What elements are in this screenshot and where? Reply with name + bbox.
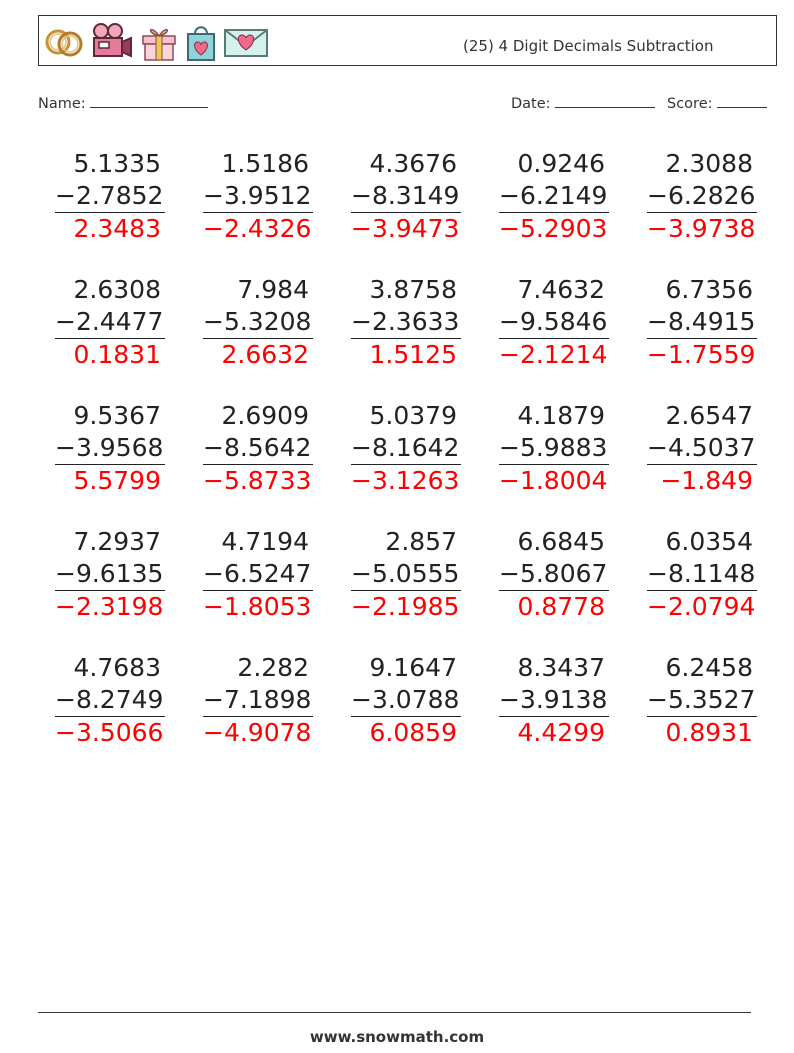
rings-icon bbox=[43, 22, 85, 62]
answer: 0.8778 bbox=[517, 592, 605, 621]
subtrahend: −2.3633 bbox=[351, 306, 461, 339]
subtraction-problem bbox=[647, 148, 757, 258]
subtrahend: −6.5247 bbox=[203, 558, 313, 591]
subtraction-problem bbox=[647, 400, 757, 510]
subtrahend: −8.2749 bbox=[55, 684, 165, 717]
footer-website: www.snowmath.com bbox=[309, 1028, 485, 1046]
subtraction-problem bbox=[499, 400, 609, 510]
answer: −1.849 bbox=[660, 466, 753, 495]
answer: −3.9473 bbox=[351, 214, 460, 243]
answer: −3.5066 bbox=[55, 718, 164, 747]
subtrahend: −8.3149 bbox=[351, 180, 461, 213]
subtraction-problem bbox=[55, 526, 165, 636]
subtraction-problem bbox=[55, 274, 165, 384]
subtraction-problem bbox=[499, 526, 609, 636]
subtrahend: −5.3527 bbox=[647, 684, 757, 717]
movie-camera-icon bbox=[91, 22, 133, 62]
subtrahend: −3.9138 bbox=[499, 684, 609, 717]
subtrahend: −8.1642 bbox=[351, 432, 461, 465]
subtraction-problem bbox=[203, 400, 313, 510]
score-field bbox=[667, 93, 767, 112]
minuend: 8.3437 bbox=[517, 653, 605, 682]
minuend: 3.8758 bbox=[369, 275, 457, 304]
worksheet-title: (25) 4 Digit Decimals Subtraction bbox=[463, 37, 714, 55]
answer: −3.9738 bbox=[647, 214, 756, 243]
name-field bbox=[38, 93, 208, 112]
subtraction-problem bbox=[499, 274, 609, 384]
subtrahend: −5.0555 bbox=[351, 558, 461, 591]
subtraction-problem bbox=[647, 526, 757, 636]
date-blank[interactable] bbox=[555, 93, 655, 108]
subtraction-problem bbox=[203, 526, 313, 636]
minuend: 7.4632 bbox=[517, 275, 605, 304]
gift-icon bbox=[139, 22, 179, 62]
worksheet-header bbox=[38, 15, 777, 66]
answer: −5.2903 bbox=[499, 214, 608, 243]
answer: −2.4326 bbox=[203, 214, 312, 243]
answer: 0.1831 bbox=[73, 340, 161, 369]
subtraction-problem bbox=[499, 148, 609, 258]
subtraction-problem bbox=[55, 400, 165, 510]
subtrahend: −8.1148 bbox=[647, 558, 757, 591]
subtrahend: −6.2826 bbox=[647, 180, 757, 213]
name-label: Name: bbox=[38, 96, 86, 112]
subtraction-problem bbox=[647, 652, 757, 762]
minuend: 1.5186 bbox=[221, 149, 309, 178]
subtraction-problem bbox=[351, 652, 461, 762]
date-label: Date: bbox=[511, 96, 551, 112]
minuend: 6.6845 bbox=[517, 527, 605, 556]
subtrahend: −3.0788 bbox=[351, 684, 461, 717]
date-field bbox=[511, 93, 655, 112]
minuend: 4.7194 bbox=[221, 527, 309, 556]
minuend: 4.7683 bbox=[73, 653, 161, 682]
answer: −2.0794 bbox=[647, 592, 756, 621]
answer: 5.5799 bbox=[73, 466, 161, 495]
answer: 0.8931 bbox=[665, 718, 753, 747]
minuend: 4.3676 bbox=[369, 149, 457, 178]
subtraction-problem bbox=[351, 526, 461, 636]
love-letter-icon bbox=[223, 22, 269, 62]
minuend: 2.6909 bbox=[221, 401, 309, 430]
minuend: 9.1647 bbox=[369, 653, 457, 682]
subtrahend: −5.8067 bbox=[499, 558, 609, 591]
subtraction-problem bbox=[203, 652, 313, 762]
answer: −1.8053 bbox=[203, 592, 312, 621]
minuend: 2.6547 bbox=[665, 401, 753, 430]
minuend: 4.1879 bbox=[517, 401, 605, 430]
subtrahend: −7.1898 bbox=[203, 684, 313, 717]
subtrahend: −5.3208 bbox=[203, 306, 313, 339]
minuend: 6.0354 bbox=[665, 527, 753, 556]
answer: −2.1985 bbox=[351, 592, 460, 621]
minuend: 0.9246 bbox=[517, 149, 605, 178]
answer: 1.5125 bbox=[369, 340, 457, 369]
answer: 2.6632 bbox=[221, 340, 309, 369]
subtraction-problem bbox=[647, 274, 757, 384]
footer-divider bbox=[38, 1012, 751, 1013]
subtraction-problem bbox=[351, 400, 461, 510]
minuend: 2.3088 bbox=[665, 149, 753, 178]
minuend: 7.984 bbox=[237, 275, 309, 304]
shopping-bag-heart-icon bbox=[185, 22, 217, 62]
minuend: 2.6308 bbox=[73, 275, 161, 304]
minuend: 2.857 bbox=[385, 527, 457, 556]
minuend: 6.7356 bbox=[665, 275, 753, 304]
subtraction-problem bbox=[55, 652, 165, 762]
subtrahend: −8.4915 bbox=[647, 306, 757, 339]
answer: −4.9078 bbox=[203, 718, 312, 747]
name-blank[interactable] bbox=[90, 93, 208, 108]
score-label: Score: bbox=[667, 96, 713, 112]
subtraction-problem bbox=[499, 652, 609, 762]
subtrahend: −9.5846 bbox=[499, 306, 609, 339]
answer: −2.1214 bbox=[499, 340, 608, 369]
subtrahend: −9.6135 bbox=[55, 558, 165, 591]
answer: −2.3198 bbox=[55, 592, 164, 621]
subtraction-problem bbox=[55, 148, 165, 258]
subtrahend: −3.9568 bbox=[55, 432, 165, 465]
answer: 2.3483 bbox=[73, 214, 161, 243]
minuend: 5.0379 bbox=[369, 401, 457, 430]
subtraction-problem bbox=[203, 274, 313, 384]
answer: −1.8004 bbox=[499, 466, 608, 495]
subtrahend: −3.9512 bbox=[203, 180, 313, 213]
answer: −5.8733 bbox=[203, 466, 312, 495]
answer: 4.4299 bbox=[517, 718, 605, 747]
answer: −3.1263 bbox=[351, 466, 460, 495]
subtrahend: −2.7852 bbox=[55, 180, 165, 213]
answer: 6.0859 bbox=[369, 718, 457, 747]
minuend: 6.2458 bbox=[665, 653, 753, 682]
subtraction-problem bbox=[203, 148, 313, 258]
header-icons bbox=[43, 22, 269, 62]
minuend: 7.2937 bbox=[73, 527, 161, 556]
subtrahend: −8.5642 bbox=[203, 432, 313, 465]
subtrahend: −4.5037 bbox=[647, 432, 757, 465]
minuend: 9.5367 bbox=[73, 401, 161, 430]
subtrahend: −5.9883 bbox=[499, 432, 609, 465]
minuend: 2.282 bbox=[237, 653, 309, 682]
subtraction-problem bbox=[351, 274, 461, 384]
subtrahend: −6.2149 bbox=[499, 180, 609, 213]
subtraction-problem bbox=[351, 148, 461, 258]
minuend: 5.1335 bbox=[73, 149, 161, 178]
score-blank[interactable] bbox=[717, 93, 767, 108]
subtrahend: −2.4477 bbox=[55, 306, 165, 339]
answer: −1.7559 bbox=[647, 340, 756, 369]
